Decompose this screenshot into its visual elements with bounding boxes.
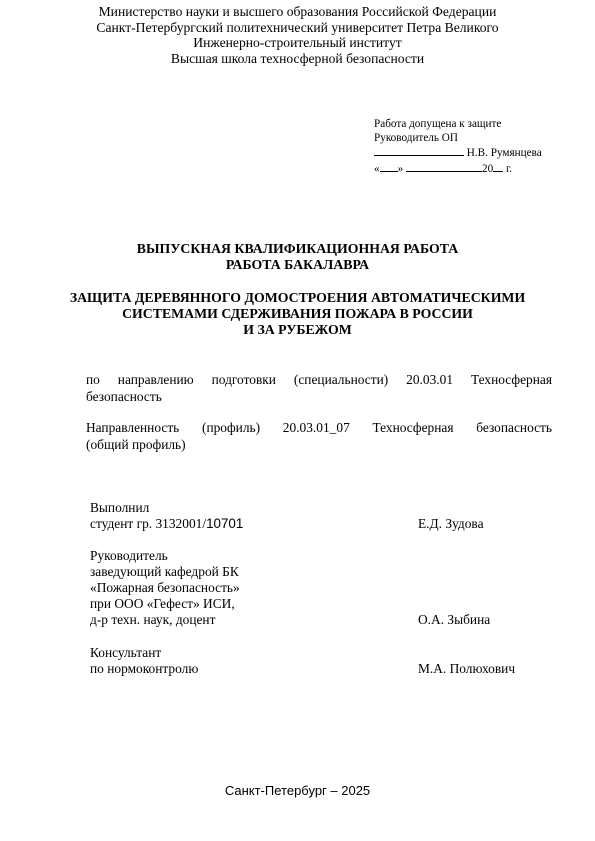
direction-line1: по направлению подготовки (специальности) 20.03.01 Техносферная xyxy=(86,372,552,387)
topic-line3: И ЗА РУБЕЖОМ xyxy=(243,322,352,337)
topic-line2: СИСТЕМАМИ СДЕРЖИВАНИЯ ПОЖАРА В РОССИИ xyxy=(122,306,473,321)
performer-label: Выполнил xyxy=(90,500,150,515)
performer-name: Е.Д. Зудова xyxy=(418,516,484,531)
year-prefix: 20 xyxy=(481,162,494,175)
profile-line1: Направленность (профиль) 20.03.01_07 Техносферная безопасность xyxy=(86,420,552,435)
month-blank xyxy=(406,161,482,172)
city-year-footer: Санкт-Петербург – 2025 xyxy=(224,783,371,798)
performer-group xyxy=(90,516,243,532)
supervisor-label: Руководитель xyxy=(90,548,168,563)
school-line: Высшая школа техносферной безопасности xyxy=(170,50,425,66)
group-suffix: 10701 xyxy=(206,516,244,531)
work-type-title xyxy=(0,241,595,273)
university-line: Санкт-Петербургский политехнический университет Петра Великого xyxy=(96,19,499,35)
approval-date-line xyxy=(374,161,542,177)
profile-line2: (общий профиль) xyxy=(86,437,186,452)
approval-head-name: Н.В. Румянцева xyxy=(466,147,542,160)
work-type-line1: ВЫПУСКНАЯ КВАЛИФИКАЦИОННАЯ РАБОТА xyxy=(136,241,459,256)
topic-line1: ЗАЩИТА ДЕРЕВЯННОГО ДОМОСТРОЕНИЯ АВТОМАТИЧЕСКИМИ xyxy=(69,290,526,305)
supervisor-degree: д-р техн. наук, доцент xyxy=(90,612,216,627)
supervisor-name: О.А. Зыбина xyxy=(418,612,491,627)
day-blank xyxy=(380,161,398,172)
supervisor-position: заведующий кафедрой БК xyxy=(90,564,239,579)
approval-block xyxy=(374,118,542,176)
consultant-label: Консультант xyxy=(90,645,162,660)
thesis-topic xyxy=(0,290,595,338)
supervisor-department: «Пожарная безопасность» xyxy=(90,580,240,595)
group-prefix: студент гр. 3132001/ xyxy=(90,516,207,531)
consultant-block xyxy=(90,645,550,677)
approval-signature-line xyxy=(374,145,542,161)
year-suffix: г. xyxy=(503,162,513,175)
consultant-role: по нормоконтролю xyxy=(90,661,199,676)
direction-line2: безопасность xyxy=(86,389,162,404)
performer-block xyxy=(90,500,550,532)
work-type-line2: РАБОТА БАКАЛАВРА xyxy=(225,257,370,272)
signature-blank xyxy=(374,145,464,156)
approval-admitted: Работа допущена к защите xyxy=(374,118,502,130)
year-blank xyxy=(493,161,503,172)
ministry-line: Министерство науки и высшего образования Российской Федерации xyxy=(98,4,497,19)
organization-header xyxy=(0,4,595,66)
approval-head-label: Руководитель ОП xyxy=(374,131,458,144)
institute-line: Инженерно-строительный институт xyxy=(193,35,402,51)
date-quote-close: » xyxy=(397,162,404,175)
study-direction xyxy=(86,371,552,405)
consultant-name: М.А. Полюхович xyxy=(418,661,516,676)
study-profile xyxy=(86,419,552,453)
supervisor-organization: при ООО «Гефест» ИСИ, xyxy=(90,596,235,611)
date-quote-open: « xyxy=(374,162,380,175)
supervisor-block xyxy=(90,548,550,628)
